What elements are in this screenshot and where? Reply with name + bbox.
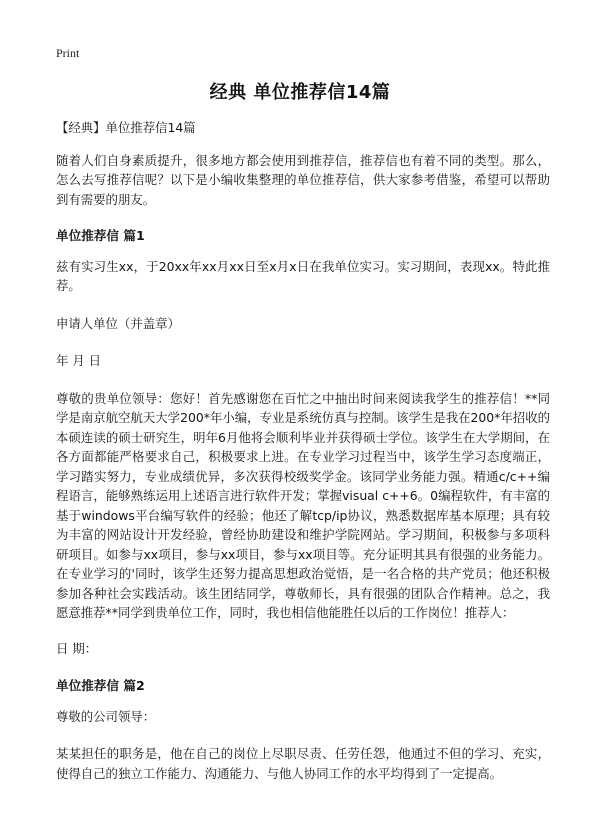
section-1-paragraph-3: 年 月 日 xyxy=(56,353,102,368)
section-1-paragraph-4: 尊敬的贵单位领导：您好！首先感谢您在百忙之中抽出时间来阅读我学生的推荐信！**同学是南京航空航天大学200*年小编，专业是系统仿真与控制。该学生是我在200*年招收的本硕连读的硕士研究生，明年6月他将会顺利毕业并获得硕士学位。该学生在大学期间，在各方面都能严格要求自己，积极要求上进。在专业学习过程当中，该学生学习态度端正，学习踏实努力，专业成绩优异，多次获得校级奖学金。该同学业务能力强。精通c/c++编程语言，能够熟练运用上述语言进行软件开发；掌握visual c++6。0编程软件，有丰富的基于windows平台编写软件的经验；他还了解tcp/ip协议，熟悉数据库基本原理；具有较为丰富的网站设计开发经验，曾经协助建设和维护学院网站。学习期间，积极参与多项科研项目。如参与xx项目，参与xx项目，参与xx项目等。充分证明其具有很强的业务能力。在专业学习的'同时，该学生还努力提高思想政治觉悟，是一名合格的共产党员；他还积极参加各种社会实践活动。该生团结同学，尊敬师长，具有很强的团队合作精神。总之，我愿意推荐**同学到贵单位工作，同时，我也相信他能胜任以后的工作岗位！推荐人： xyxy=(56,390,550,620)
print-label: Print xyxy=(56,46,80,60)
document-subtitle: 【经典】单位推荐信14篇 xyxy=(56,120,196,135)
section-heading-1: 单位推荐信 篇1 xyxy=(56,228,145,243)
section-heading-2: 单位推荐信 篇2 xyxy=(56,678,145,693)
section-2-paragraph-1: 尊敬的公司领导： xyxy=(56,708,156,724)
section-1-paragraph-1: 兹有实习生xx，于20xx年xx月xx日至x月x日在我单位实习。实习期间，表现xx。特此推荐。 xyxy=(56,258,550,293)
section-2-paragraph-2: 某某担任的职务是，他在自己的岗位上尽职尽责、任劳任怨，他通过不但的学习、充实，使得自己的独立工作能力、沟通能力、与他人协同工作的水平均得到了一定提高。 xyxy=(56,746,550,781)
intro-paragraph: 随着人们自身素质提升，很多地方都会使用到推荐信，推荐信也有着不同的类型。那么，怎么去写推荐信呢？以下是小编收集整理的单位推荐信，供大家参考借鉴，希望可以帮助到有需要的朋友。 xyxy=(56,152,550,207)
section-1-paragraph-5: 日 期： xyxy=(56,640,98,656)
page-title: 经典 单位推荐信14篇 xyxy=(209,82,391,103)
section-1-paragraph-2: 申请人单位（并盖章） xyxy=(56,315,180,331)
document-body xyxy=(56,118,550,799)
